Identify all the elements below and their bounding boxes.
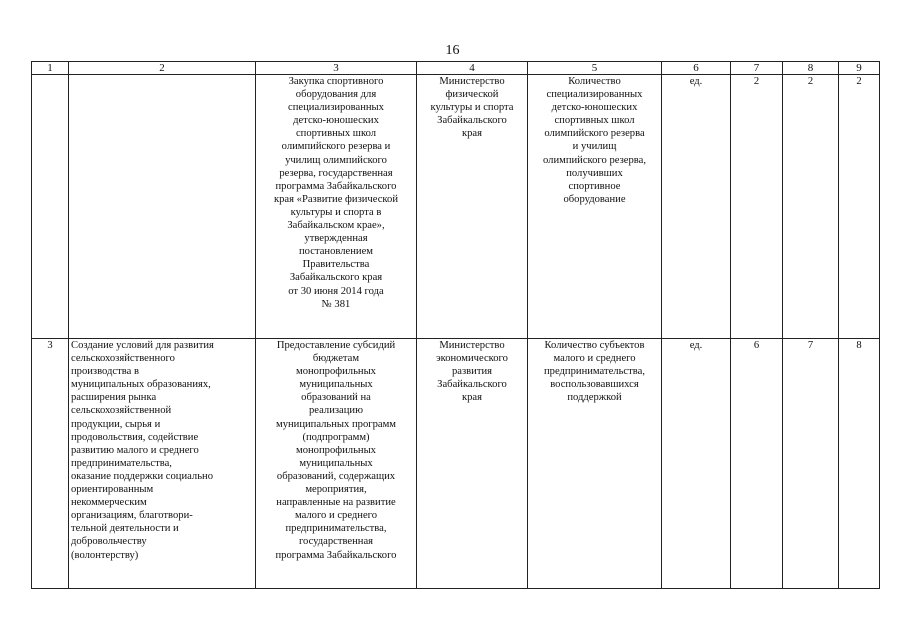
text-line: расширения рынка: [71, 392, 157, 404]
text-line: Министерство: [439, 340, 505, 351]
column-header: 9: [839, 62, 880, 75]
text-line: детско-юношеских: [293, 115, 379, 127]
text-line: Забайкальском крае»,: [287, 220, 385, 232]
text-line: культуры и спорта: [430, 102, 514, 114]
column-header: 7: [731, 62, 783, 75]
text-line: оборудование: [563, 193, 626, 205]
column-header: 1: [32, 62, 69, 75]
text-line: Забайкальского: [437, 115, 507, 127]
text-line: постановлением: [299, 246, 373, 258]
table-row: [32, 75, 880, 339]
text-line: специализированных: [546, 89, 643, 101]
row-number: [32, 75, 69, 339]
text-line: реализацию: [308, 405, 364, 417]
text-line: муниципальных образованиях,: [71, 379, 211, 391]
unit-cell: ед.: [662, 75, 731, 339]
text-line: Министерство: [439, 76, 505, 87]
text-line: спортивное: [568, 180, 621, 192]
text-line: образований, содержащих: [276, 470, 396, 482]
text-line: детско-юношеских: [551, 102, 638, 114]
value-cell: 2: [783, 75, 839, 339]
text-line: мероприятия,: [305, 484, 367, 496]
text-line: Правительства: [302, 259, 370, 271]
text-line: (волонтерству): [71, 549, 139, 561]
text-line: некоммерческим: [71, 497, 147, 509]
text-line: добровольчеству: [71, 536, 147, 548]
column-header: 3: [256, 62, 417, 75]
text-line: Создание условий для развития: [71, 340, 214, 351]
text-line: Предоставление субсидий: [276, 340, 396, 351]
text-line: спортивных школ: [295, 128, 377, 140]
text-line: от 30 июня 2014 года: [288, 285, 384, 297]
text-line: предпринимательства,: [71, 457, 172, 469]
column-header: 8: [783, 62, 839, 75]
text-line: продукции, сырья и: [71, 418, 161, 430]
text-line: Количество: [568, 76, 621, 87]
column-header: 6: [662, 62, 731, 75]
text-line: спортивных школ: [554, 115, 635, 127]
text-line: олимпийского резерва,: [543, 154, 646, 166]
text-line: организациям, благотвори-: [71, 510, 193, 522]
page-number: 16: [445, 43, 460, 58]
text-line: (подпрограмм): [302, 431, 370, 443]
text-line: получивших: [566, 167, 623, 179]
text-line: Количество субъектов: [544, 340, 645, 351]
value-cell: 7: [783, 339, 839, 589]
text-line: поддержкой: [567, 392, 622, 404]
text-line: государственная: [298, 536, 374, 548]
text-line: училищ олимпийского: [285, 154, 387, 166]
text-line: программа Забайкальского: [275, 180, 397, 192]
text-line: культуры и спорта в: [290, 206, 382, 218]
text-line: физической: [445, 89, 499, 101]
text-line: экономического: [436, 353, 508, 365]
text-line: малого и среднего: [294, 510, 378, 522]
text-line: муниципальных программ: [275, 418, 396, 430]
text-line: сельскохозяйственного: [71, 353, 175, 365]
text-line: тельной деятельности и: [71, 523, 179, 535]
text-line: олимпийского резерва и: [281, 141, 391, 153]
text-line: муниципальных: [299, 457, 373, 469]
column-header: 4: [417, 62, 528, 75]
text-line: № 381: [321, 298, 351, 310]
text-line: программа Забайкальского: [275, 549, 397, 561]
text-line: оказание поддержки социально: [71, 470, 214, 482]
column-header: 2: [69, 62, 256, 75]
text-line: воспользовавшихся: [550, 379, 639, 391]
measures-table: [31, 61, 880, 589]
text-line: предпринимательства,: [285, 523, 387, 535]
text-line: развития: [451, 366, 493, 378]
text-line: края: [461, 128, 483, 140]
measure-cell: [256, 75, 417, 339]
table-row: [32, 339, 880, 589]
text-line: направленные на развитие: [276, 497, 396, 509]
text-line: специализированных: [288, 102, 384, 114]
text-line: образований на: [301, 392, 371, 404]
text-line: Забайкальского края: [289, 272, 383, 284]
text-line: бюджетам: [312, 353, 360, 365]
indicator-cell: [528, 339, 662, 589]
text-line: ориентированным: [71, 484, 154, 496]
row-number: 3: [32, 339, 69, 589]
text-line: муниципальных: [299, 379, 373, 391]
goal-cell: [69, 75, 256, 339]
goal-cell: [69, 339, 256, 589]
text-line: и училищ: [572, 141, 617, 153]
measure-cell: [256, 339, 417, 589]
text-line: Забайкальского: [437, 379, 507, 391]
text-line: развитию малого и среднего: [71, 444, 199, 456]
text-line: монопрофильных: [296, 444, 376, 456]
text-line: предпринимательства,: [544, 366, 645, 378]
value-cell: 8: [839, 339, 880, 589]
text-line: утвержденная: [304, 233, 368, 245]
value-cell: 2: [731, 75, 783, 339]
executor-cell: [417, 75, 528, 339]
text-line: оборудования для: [295, 89, 377, 101]
text-line: продовольствия, содействие: [71, 431, 199, 443]
value-cell: 2: [839, 75, 880, 339]
text-line: резерва, государственная: [279, 167, 393, 179]
text-line: малого и среднего: [553, 353, 636, 365]
text-line: монопрофильных: [296, 366, 376, 378]
executor-cell: [417, 339, 528, 589]
column-number-row: [32, 62, 880, 75]
indicator-cell: [528, 75, 662, 339]
text-line: края: [461, 392, 483, 404]
text-line: Закупка спортивного: [288, 76, 384, 87]
text-line: производства в: [71, 366, 139, 378]
text-line: олимпийского резерва: [544, 128, 645, 140]
text-line: сельскохозяйственной: [71, 405, 172, 417]
unit-cell: ед.: [662, 339, 731, 589]
text-line: края «Развитие физической: [273, 193, 399, 205]
column-header: 5: [528, 62, 662, 75]
value-cell: 6: [731, 339, 783, 589]
